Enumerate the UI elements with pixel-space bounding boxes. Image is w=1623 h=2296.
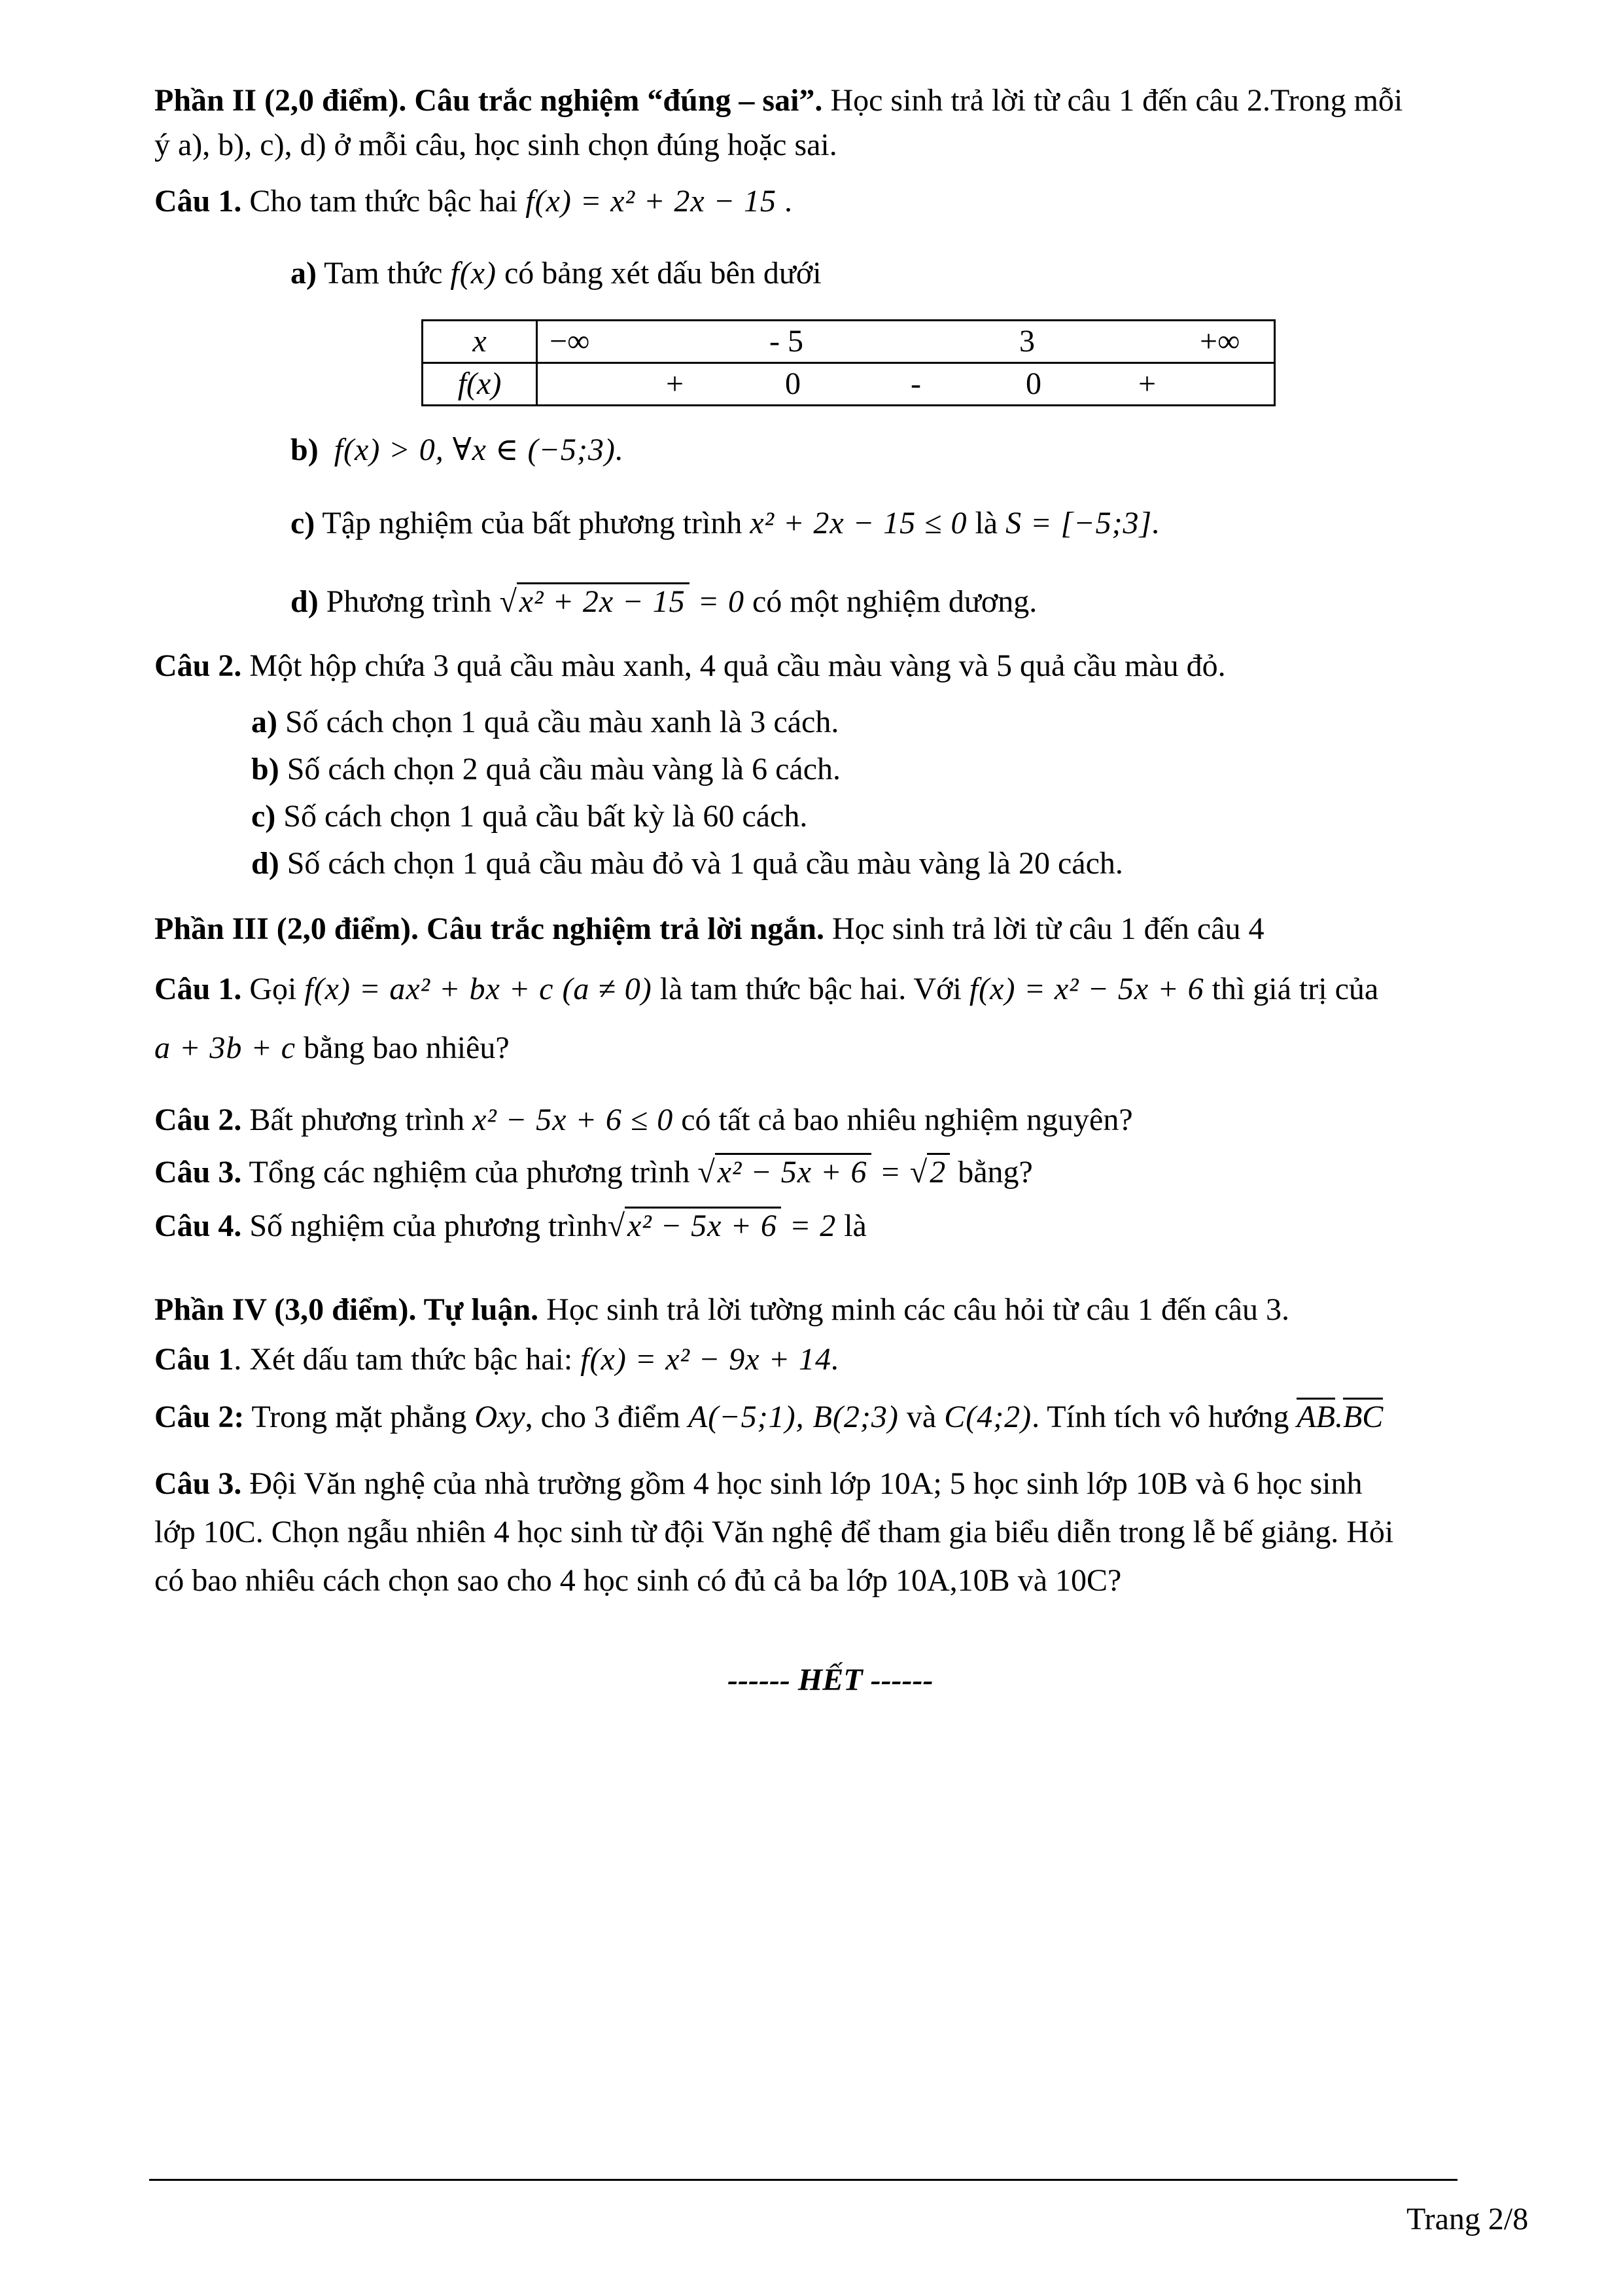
sqrt-icon: √ [909, 1155, 928, 1190]
p2-q2-c: c) Số cách chọn 1 quả cầu bất kỳ là 60 cách. [251, 799, 808, 834]
p2-q1-stem: Câu 1. Cho tam thức bậc hai f(x) = x² + 2x − 15 . [154, 184, 793, 219]
p3-q3: Câu 3. Tổng các nghiệm của phương trình √x² − 5x + 6 = √2 bằng? [154, 1149, 1033, 1196]
p3-q2: Câu 2. Bất phương trình x² − 5x + 6 ≤ 0 có tất cả bao nhiêu nghiệm nguyên? [154, 1103, 1133, 1137]
p4-q1: Câu 1. Xét dấu tam thức bậc hai: f(x) = x² − 9x + 14. [154, 1342, 840, 1377]
page-number: Trang 2/8 [1406, 2202, 1529, 2236]
p2-q2-b: b) Số cách chọn 2 quả cầu màu vàng là 6 cách. [251, 752, 841, 786]
vector-bc: BC [1343, 1398, 1383, 1434]
vector-ab: AB [1297, 1398, 1335, 1434]
p2-q2-d: d) Số cách chọn 1 quả cầu màu đỏ và 1 quả cầu màu vàng là 20 cách. [251, 846, 1123, 881]
sqrt-icon: √ [697, 1155, 715, 1190]
part4-heading: Phần IV (3,0 điểm). Tự luận. [154, 1292, 539, 1327]
part4-intro: Phần IV (3,0 điểm). Tự luận. Học sinh trả lời tường minh các câu hỏi từ câu 1 đến câu 3. [154, 1292, 1289, 1327]
p4-q2: Câu 2: Trong mặt phẳng Oxy, cho 3 điểm A(−5;1), B(2;3) và C(4;2). Tính tích vô hướng AB.BC [154, 1394, 1383, 1441]
p2-q2-stem: Câu 2. Một hộp chứa 3 quả cầu màu xanh, 4 quả cầu màu vàng và 5 quả cầu màu đỏ. [154, 648, 1226, 683]
p4-q3-line1: Câu 3. Đội Văn nghệ của nhà trường gồm 4 học sinh lớp 10A; 5 học sinh lớp 10B và 6 học sinh [154, 1466, 1363, 1501]
sign-table [421, 319, 1276, 406]
p2-q1-formula: f(x) = x² + 2x − 15 [525, 184, 777, 219]
footer-divider [149, 2179, 1457, 2181]
p3-q1-line2: a + 3b + c bằng bao nhiêu? [154, 1031, 510, 1065]
part3-heading: Phần III (2,0 điểm). Câu trắc nghiệm trả lời ngắn. [154, 911, 824, 946]
sign-table-values-x: −∞ - 5 3 +∞ [537, 321, 1275, 363]
p2-q2-a: a) Số cách chọn 1 quả cầu màu xanh là 3 cách. [251, 705, 839, 739]
p2-q1-d: d) Phương trình √x² + 2x − 15 = 0 có một nghiệm dương. [290, 578, 1037, 626]
p2-q1-a: a) Tam thức f(x) có bảng xét dấu bên dưới [290, 256, 822, 291]
p4-q3-line3: có bao nhiêu cách chọn sao cho 4 học sinh có đủ cả ba lớp 10A,10B và 10C? [154, 1563, 1122, 1598]
sign-table-head-x: x [423, 321, 537, 363]
sign-table-row-x [423, 321, 1275, 363]
p3-q4: Câu 4. Số nghiệm của phương trình√x² − 5x + 6 = 2 là [154, 1203, 867, 1250]
part2-intro-line1: Phần II (2,0 điểm). Câu trắc nghiệm “đúng – sai”. Học sinh trả lời từ câu 1 đến câu 2.Trong mỗi [154, 83, 1403, 118]
part3-intro: Phần III (2,0 điểm). Câu trắc nghiệm trả lời ngắn. Học sinh trả lời từ câu 1 đến câu 4 [154, 911, 1265, 946]
part2-intro-line2: ý a), b), c), d) ở mỗi câu, học sinh chọn đúng hoặc sai. [154, 128, 837, 162]
p2-q1-b: b) f(x) > 0, ∀x ∈ (−5;3). [290, 433, 624, 467]
part2-heading: Phần II (2,0 điểm). Câu trắc nghiệm “đúng – sai”. [154, 83, 823, 118]
p3-q1-line1: Câu 1. Gọi f(x) = ax² + bx + c (a ≠ 0) là tam thức bậc hai. Với f(x) = x² − 5x + 6 thì giá trị của [154, 972, 1379, 1006]
p2-q1-c: c) Tập nghiệm của bất phương trình x² + 2x − 15 ≤ 0 là S = [−5;3]. [290, 506, 1161, 540]
end-mark: ------ HẾT ------ [727, 1663, 934, 1697]
sqrt-icon: √ [607, 1209, 625, 1243]
p4-q3-line2: lớp 10C. Chọn ngẫu nhiên 4 học sinh từ đội Văn nghệ để tham gia biểu diễn trong lễ bế giảng. Hỏi [154, 1515, 1394, 1549]
sqrt-icon: √ [499, 584, 517, 619]
sign-table-head-fx: f(x) [423, 363, 537, 406]
sign-table-row-fx [423, 363, 1275, 406]
sign-table-values-fx: + 0 - 0 + [537, 363, 1275, 406]
